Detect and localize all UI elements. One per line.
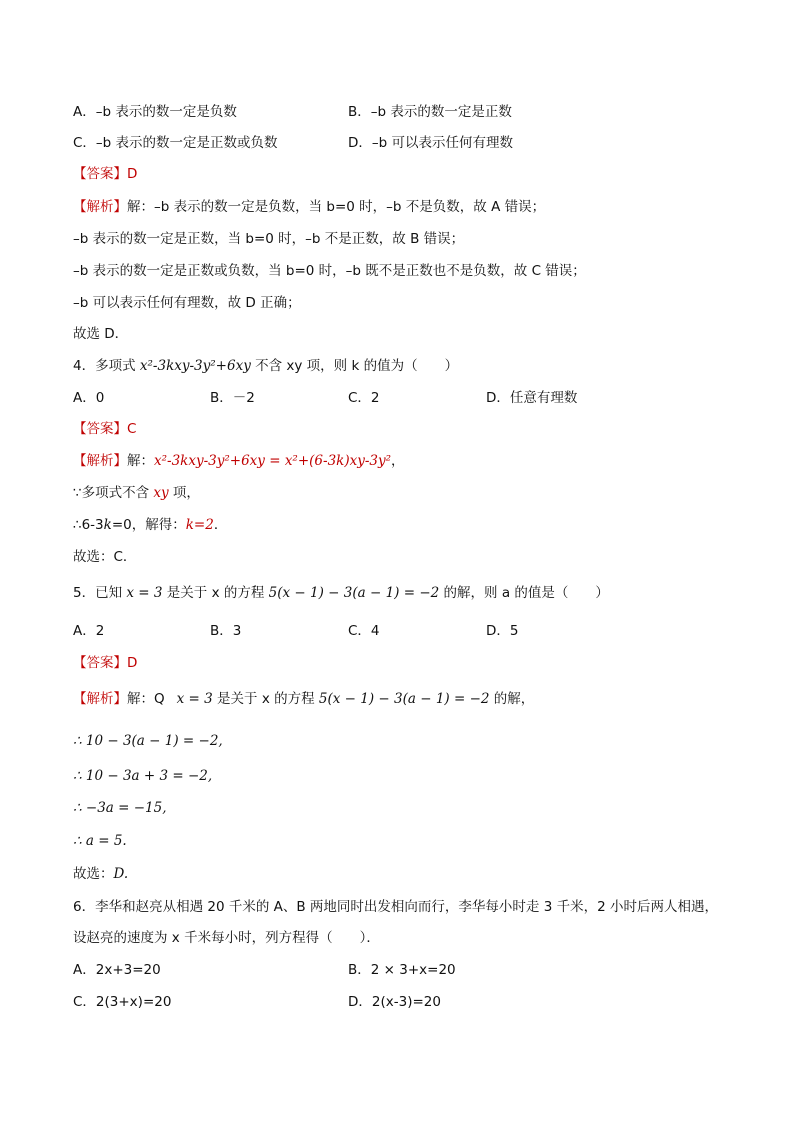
q4-answer [73,420,136,438]
q5-stem [73,584,609,602]
answer-value: C [127,421,137,437]
q5-answer [73,654,137,672]
q4-option-d: D．任意有理数 [486,390,578,406]
q3-analysis-line-3: –b 表示的数一定是正数或负数，当 b=0 时，–b 既不是正数也不是负数，故 C 错误； [73,263,586,279]
q5-stem-equation: 5(x − 1) − 3(a − 1) = −2 [268,585,440,601]
q5-stem-prefix: 5．已知 [73,585,127,601]
q5-step-4: ∴ a = 5. [73,833,127,849]
q3-option-b: B．–b 表示的数一定是正数 [348,104,512,120]
q4-analysis-line-1 [73,452,405,470]
analysis-text: =0，解得： [111,517,186,533]
analysis-text: 项， [168,485,200,501]
q5-analysis-line-1 [73,690,534,708]
q5-conclusion [73,865,128,883]
q4-stem [73,357,458,375]
analysis-text: ． [213,517,228,533]
q4-stem-prefix: 4．多项式 [73,358,140,374]
q3-analysis-line-2: –b 表示的数一定是正数，当 b=0 时，–b 不是正数，故 B 错误； [73,231,465,247]
analysis-text: 解： [127,691,154,707]
analysis-label: 【解析】 [73,691,127,707]
q5-step-3: ∴ −3a = −15, [73,800,167,816]
analysis-text: 是关于 x 的方程 [212,691,319,707]
q5-stem-x: x = 3 [126,585,163,601]
analysis-label: 【解析】 [73,199,127,215]
analysis-x: x = 3 [176,691,213,707]
q4-analysis-line-2 [73,484,200,502]
analysis-result: k=2 [185,517,214,533]
q4-option-c: C．2 [348,390,380,406]
q3-conclusion: 故选 D． [73,326,129,342]
answer-label: 【答案】 [73,655,127,671]
q4-stem-suffix: 不含 xy 项，则 k 的值为（ ） [250,358,459,374]
q6-stem-line-1: 6．李华和赵亮从相遇 20 千米的 A、B 两地同时出发相向而行，李华每小时走 3 千米，2 小时后两人相遇， [73,899,718,915]
analysis-pre: 解： [127,453,154,469]
analysis-equation: 5(x − 1) − 3(a − 1) = −2 [318,691,490,707]
q4-stem-expression: x²-3kxy-3y²+6xy [139,358,251,374]
q4-conclusion: 故选：C． [73,549,137,565]
analysis-expression: x²-3kxy-3y²+6xy = x²+(6-3k)xy-3y² [154,453,392,469]
q6-option-b: B．2 × 3+x=20 [348,962,456,978]
analysis-text: 解：–b 表示的数一定是负数，当 b=0 时，–b 不是负数，故 A 错误； [127,199,546,215]
q3-analysis-line-4: –b 可以表示任何有理数，故 D 正确； [73,295,301,311]
q3-answer [73,165,137,183]
q6-option-a: A．2x+3=20 [73,962,161,978]
q3-analysis-line-1 [73,198,545,216]
because-symbol: Q [154,691,165,707]
analysis-text: ∵多项式不含 [73,485,154,501]
conclusion-text: 故选： [73,866,114,882]
analysis-variable: k [103,517,112,533]
q3-option-c: C．–b 表示的数一定是正数或负数 [73,135,278,151]
q6-stem-line-2: 设赵亮的速度为 x 千米每小时，列方程得（ ）． [73,930,380,946]
conclusion-answer: D. [113,866,129,882]
q5-stem-suffix: 的解，则 a 的值是（ ） [439,585,609,601]
q5-option-a: A．2 [73,623,105,639]
q5-step-2: ∴ 10 − 3a + 3 = −2, [73,768,213,784]
q5-step-1: ∴ 10 − 3(a − 1) = −2, [73,733,223,749]
q4-analysis-line-3 [73,516,227,534]
q5-option-d: D．5 [486,623,519,639]
q4-option-a: A．0 [73,390,105,406]
analysis-term: xy [153,485,169,501]
q5-option-b: B．3 [210,623,242,639]
q5-option-c: C．4 [348,623,380,639]
analysis-post: ， [391,453,405,469]
q5-stem-mid: 是关于 x 的方程 [162,585,269,601]
answer-value: D [127,655,138,671]
answer-label: 【答案】 [73,421,127,437]
q4-option-b: B．－2 [210,390,255,406]
analysis-text: ∴6-3 [73,517,104,533]
answer-label: 【答案】 [73,166,127,182]
q6-option-d: D．2(x-3)=20 [348,994,441,1010]
answer-value: D [127,166,138,182]
q6-option-c: C．2(3+x)=20 [73,994,172,1010]
analysis-text: 的解， [489,691,535,707]
q3-option-a: A．–b 表示的数一定是负数 [73,104,237,120]
analysis-label: 【解析】 [73,453,127,469]
q3-option-d: D．–b 可以表示任何有理数 [348,135,514,151]
